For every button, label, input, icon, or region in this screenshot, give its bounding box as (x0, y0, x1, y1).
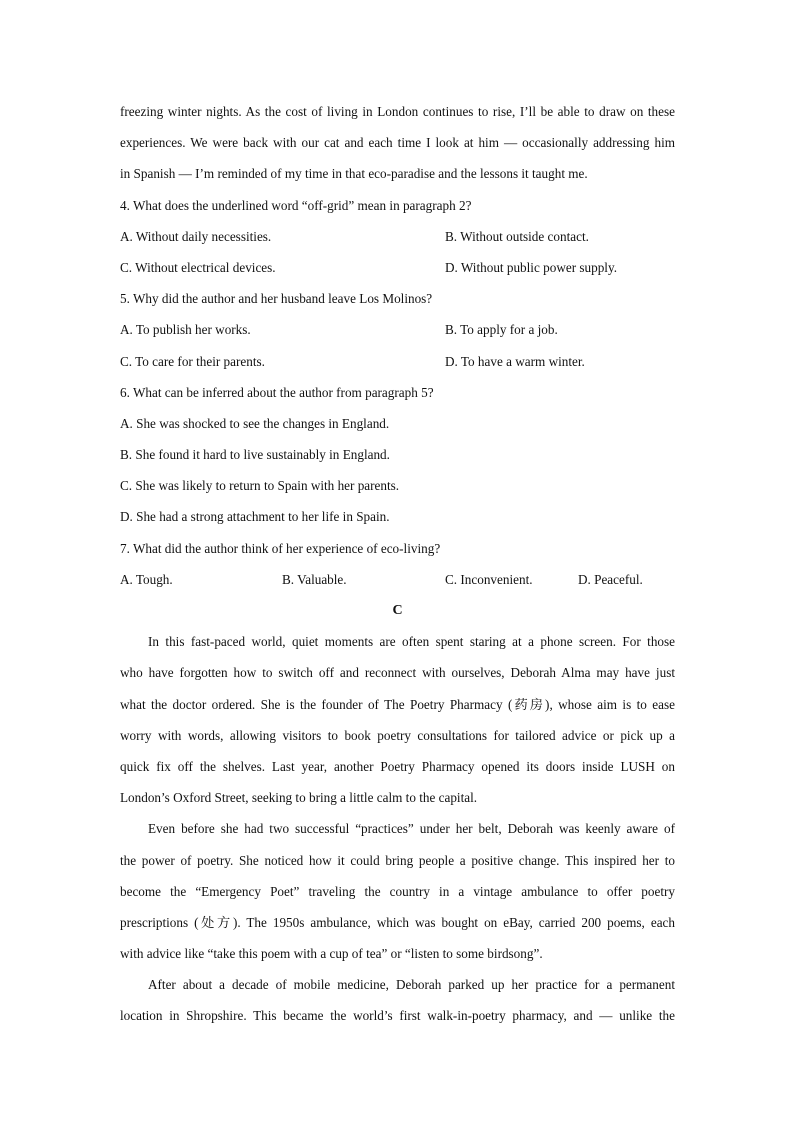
option-b: B. Without outside contact. (445, 228, 589, 244)
paragraph-line: what the doctor ordered. She is the founder of The Poetry Pharmacy (药房), whose aim is to ease (120, 696, 675, 712)
passage-b-ending (120, 96, 675, 190)
passage-c-paragraph-1 (120, 626, 675, 813)
option-a: A. Without daily necessities. (120, 228, 272, 244)
paragraph-line: location in Shropshire. This became the world’s first walk-in-poetry pharmacy, and — unlike the (120, 1008, 675, 1024)
option-c: C. Inconvenient. (445, 571, 533, 587)
option-a: A. She was shocked to see the changes in England. (120, 415, 390, 431)
option-b: B. Valuable. (282, 571, 347, 587)
paragraph-line: with advice like “take this poem with a cup of tea” or “listen to some birdsong”. (120, 946, 543, 962)
question-stem: 5. Why did the author and her husband leave Los Molinos? (120, 291, 433, 307)
option-d: D. To have a warm winter. (445, 353, 585, 369)
option-a: A. Tough. (120, 571, 173, 587)
question-stem: 7. What did the author think of her experience of eco-living? (120, 540, 441, 556)
option-c: C. She was likely to return to Spain with her parents. (120, 478, 400, 494)
question-5 (120, 283, 675, 377)
question-stem: 4. What does the underlined word “off-grid” mean in paragraph 2? (120, 197, 472, 213)
option-d: D. Without public power supply. (445, 259, 617, 275)
passage-c-paragraph-2 (120, 813, 675, 969)
option-d: D. Peaceful. (578, 571, 643, 587)
option-row (120, 564, 675, 595)
option-a: A. To publish her works. (120, 322, 251, 338)
option-row (120, 252, 675, 283)
paragraph-line: become the “Emergency Poet” traveling the country in a vintage ambulance to offer poetry (120, 883, 675, 899)
paragraph-line: In this fast-paced world, quiet moments are often spent staring at a phone screen. For those (148, 634, 675, 650)
paragraph-line: Even before she had two successful “practices” under her belt, Deborah was keenly aware of (148, 821, 675, 837)
paragraph-line: London’s Oxford Street, seeking to bring a little calm to the capital. (120, 790, 478, 806)
option-c: C. Without electrical devices. (120, 259, 276, 275)
paragraph-line: After about a decade of mobile medicine, Deborah parked up her practice for a permanent (148, 977, 675, 993)
section-heading: C (392, 603, 403, 618)
option-row (120, 346, 675, 377)
question-7 (120, 533, 675, 595)
paragraph-line: in Spanish — I’m reminded of my time in that eco-paradise and the lessons it taught me. (120, 166, 588, 182)
paragraph-line: who have forgotten how to switch off and reconnect with ourselves, Deborah Alma may have just (120, 665, 675, 681)
option-c: C. To care for their parents. (120, 353, 265, 369)
question-stem: 6. What can be inferred about the author from paragraph 5? (120, 384, 434, 400)
paragraph-line: prescriptions (处方). The 1950s ambulance, which was bought on eBay, carried 200 poems, each (120, 914, 675, 930)
paragraph-line: the power of poetry. She noticed how it could bring people a positive change. This inspired her to (120, 852, 675, 868)
option-b: B. She found it hard to live sustainably in England. (120, 447, 390, 463)
option-row (120, 221, 675, 252)
question-6 (120, 377, 675, 533)
exam-page (120, 96, 675, 1032)
paragraph-line: experiences. We were back with our cat and each time I look at him — occasionally addressing him (120, 135, 675, 151)
paragraph-line: quick fix off the shelves. Last year, another Poetry Pharmacy opened its doors inside LUSH on (120, 758, 675, 774)
question-4 (120, 190, 675, 284)
option-d: D. She had a strong attachment to her life in Spain. (120, 509, 390, 525)
paragraph-line: worry with words, allowing visitors to book poetry consultations for tailored advice or pick up a (120, 727, 675, 743)
passage-c-paragraph-3 (120, 969, 675, 1031)
option-row (120, 314, 675, 345)
option-b: B. To apply for a job. (445, 322, 558, 338)
paragraph-line: freezing winter nights. As the cost of living in London continues to rise, I’ll be able to draw on these (120, 104, 675, 119)
